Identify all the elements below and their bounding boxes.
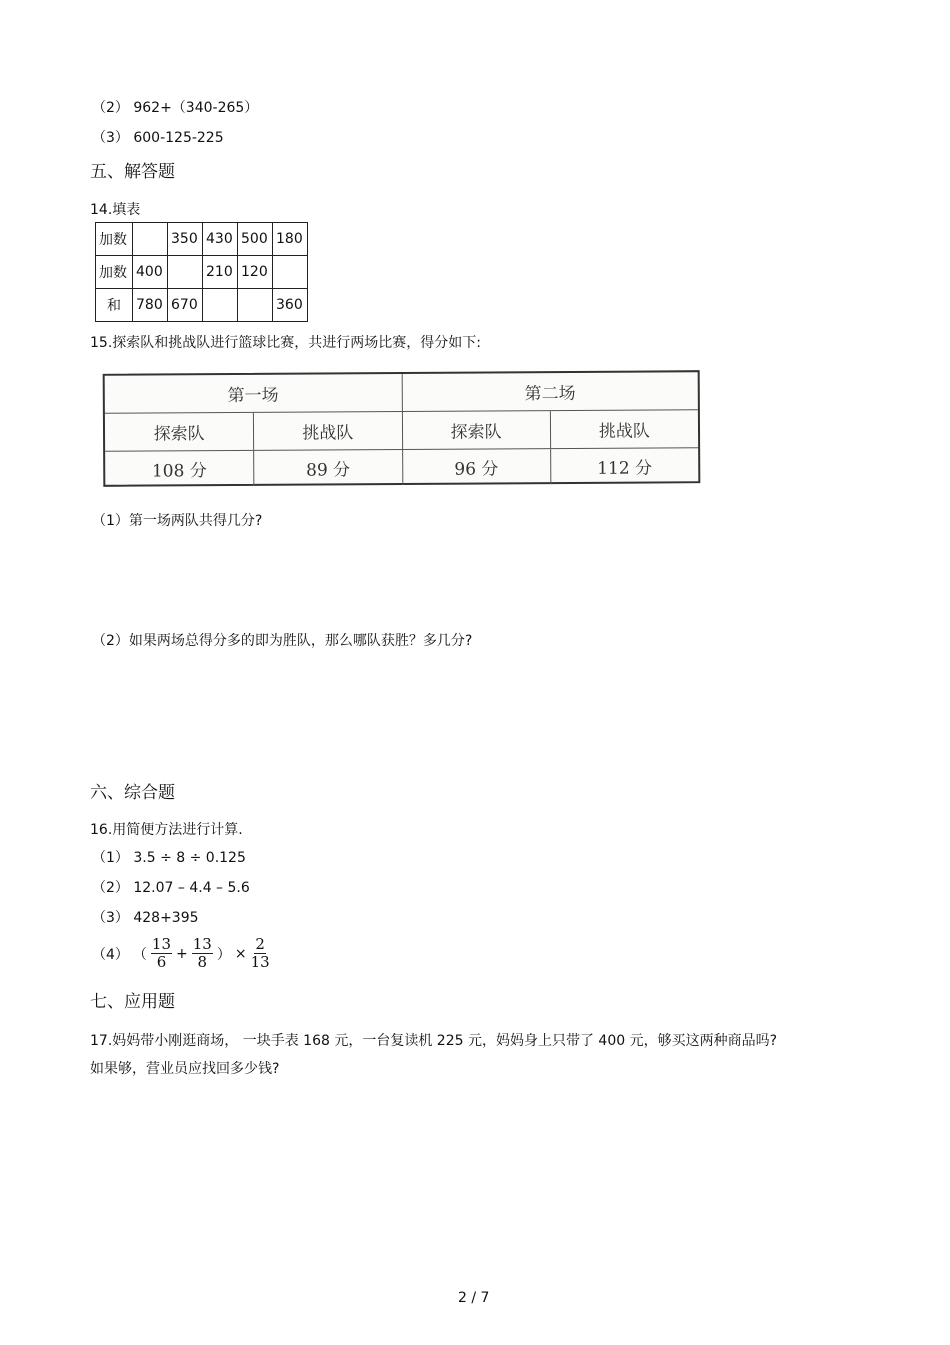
q16-part1: （1） 3.5 ÷ 8 ÷ 0.125 bbox=[92, 850, 246, 866]
fraction-13-6 bbox=[151, 937, 172, 970]
table-cell bbox=[168, 256, 203, 289]
table-cell bbox=[238, 289, 273, 322]
numerator: 13 bbox=[151, 935, 172, 953]
table-cell: 和 bbox=[96, 289, 133, 322]
score-cell: 108 分 bbox=[151, 461, 207, 482]
fill-in-table bbox=[95, 222, 308, 322]
table-cell bbox=[133, 223, 168, 256]
q17-line1: 17.妈妈带小刚逛商场， 一块手表 168 元，一台复读机 225 元，妈妈身上只带了 400 元，够买这两种商品吗? bbox=[90, 1033, 778, 1049]
table-cell: 210 bbox=[203, 256, 238, 289]
team-cell: 挑战队 bbox=[253, 412, 401, 450]
q16-part3: （3） 428+395 bbox=[92, 910, 199, 926]
table-row bbox=[96, 289, 308, 322]
denominator: 13 bbox=[250, 953, 270, 971]
table-cell: 350 bbox=[168, 223, 203, 256]
table-cell: 430 bbox=[203, 223, 238, 256]
score-cell: 89 分 bbox=[253, 450, 401, 486]
denominator: 6 bbox=[156, 953, 167, 971]
q16-label: 16.用简便方法进行计算. bbox=[90, 822, 243, 838]
section-seven-title: 七、应用题 bbox=[90, 992, 175, 1012]
q13-part2: （2） 962+（340-265） bbox=[92, 100, 259, 116]
q16-part2: （2） 12.07 – 4.4 – 5.6 bbox=[92, 880, 250, 896]
table-cell: 360 bbox=[273, 289, 308, 322]
q15-part2: （2）如果两场总得分多的即为胜队，那么哪队获胜？多几分? bbox=[92, 633, 473, 649]
game-one-header: 第一场 bbox=[227, 385, 279, 407]
score-cell: 112 分 bbox=[550, 448, 698, 484]
q13-part3: （3） 600-125-225 bbox=[92, 130, 224, 146]
table-cell: 120 bbox=[238, 256, 273, 289]
part4-prefix: （4） bbox=[92, 946, 129, 963]
table-row bbox=[105, 410, 698, 452]
table-cell: 加数 bbox=[96, 223, 133, 256]
fraction-2-13 bbox=[251, 937, 270, 970]
table-cell bbox=[273, 256, 308, 289]
times-sign: × bbox=[234, 945, 247, 962]
table-row bbox=[96, 256, 308, 289]
open-paren: （ bbox=[132, 946, 147, 963]
fraction-13-8 bbox=[192, 937, 213, 970]
table-row bbox=[105, 448, 698, 487]
page-number: 2 / 7 bbox=[458, 1290, 490, 1306]
table-cell: 500 bbox=[238, 223, 273, 256]
table-row bbox=[96, 223, 308, 256]
table-cell: 180 bbox=[273, 223, 308, 256]
table-cell: 加数 bbox=[96, 256, 133, 289]
game-two-header: 第二场 bbox=[401, 372, 698, 411]
q15-part1: （1）第一场两队共得几分? bbox=[92, 513, 263, 529]
team-cell: 挑战队 bbox=[550, 410, 698, 448]
table-cell: 780 bbox=[133, 289, 168, 322]
table-row bbox=[105, 372, 698, 414]
q16-part4 bbox=[92, 937, 270, 970]
close-paren: ） bbox=[216, 946, 231, 963]
table-cell bbox=[203, 289, 238, 322]
table-cell: 670 bbox=[168, 289, 203, 322]
team-cell: 探索队 bbox=[153, 424, 205, 445]
table-cell: 400 bbox=[133, 256, 168, 289]
plus-sign: + bbox=[176, 945, 188, 962]
score-table-image bbox=[103, 370, 701, 487]
q15-label: 15.探索队和挑战队进行篮球比赛，共进行两场比赛，得分如下: bbox=[90, 335, 481, 351]
numerator: 2 bbox=[255, 935, 265, 953]
section-six-title: 六、综合题 bbox=[90, 783, 175, 803]
team-cell: 探索队 bbox=[401, 411, 549, 449]
q17-line2: 如果够，营业员应找回多少钱? bbox=[90, 1061, 280, 1077]
q14-label: 14.填表 bbox=[90, 202, 141, 218]
section-five-title: 五、解答题 bbox=[90, 162, 175, 182]
denominator: 8 bbox=[197, 953, 208, 971]
numerator: 13 bbox=[192, 935, 212, 953]
score-cell: 96 分 bbox=[402, 449, 550, 485]
